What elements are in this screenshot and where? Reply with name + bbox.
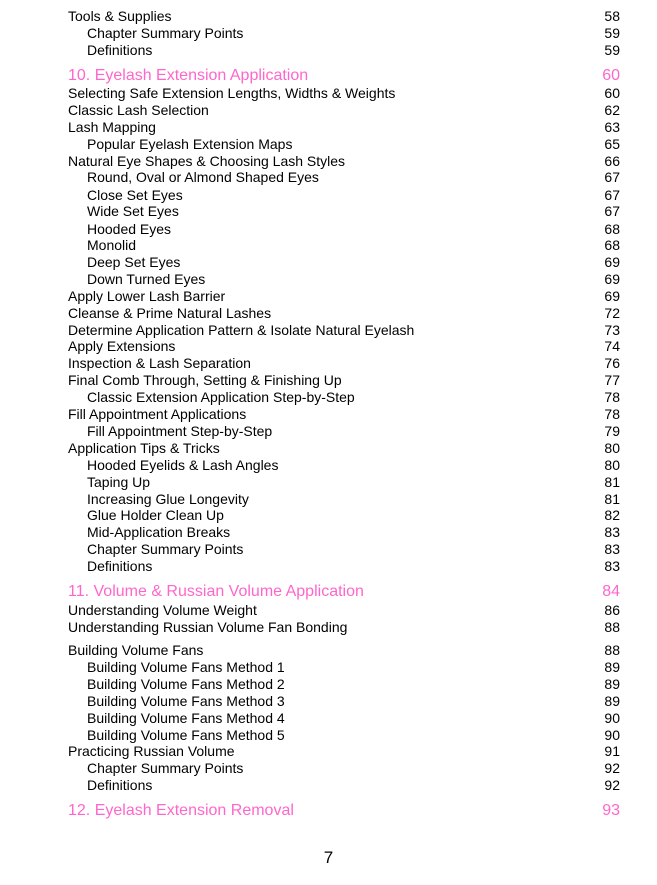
toc-entry-page: 80 <box>604 457 620 473</box>
toc-entry-page: 74 <box>604 338 620 354</box>
toc-entry-title: Apply Lower Lash Barrier <box>68 288 226 304</box>
toc-entry-page: 88 <box>604 619 620 635</box>
toc-entry-title: Hooded Eyes <box>87 221 172 237</box>
toc-entry-page: 59 <box>604 42 620 58</box>
toc-entry <box>68 254 620 271</box>
toc-entry <box>68 406 620 423</box>
toc-entry-page: 67 <box>604 169 620 185</box>
toc-entry <box>68 8 620 25</box>
toc-entry-title: Increasing Glue Longevity <box>87 491 249 507</box>
toc-entry <box>68 25 620 42</box>
toc-entry-title: Cleanse & Prime Natural Lashes <box>68 305 272 321</box>
toc-entry <box>68 743 620 760</box>
toc-entry-title: Practicing Russian Volume <box>68 743 235 759</box>
toc-entry <box>68 457 620 474</box>
toc-entry-title: Understanding Russian Volume Fan Bonding <box>68 619 348 635</box>
toc-entry-title: Lash Mapping <box>68 119 156 135</box>
toc-entry <box>68 203 620 220</box>
toc-entry-page: 81 <box>604 491 620 507</box>
toc-entry <box>68 42 620 59</box>
toc-entry-title: Determine Application Pattern & Isolate Natural Eyelash <box>68 322 415 338</box>
toc-entry <box>68 338 620 355</box>
toc-entry-title: Building Volume Fans Method 1 <box>87 659 285 675</box>
page-number: 7 <box>323 848 334 867</box>
toc-entry <box>68 305 620 322</box>
toc-entry <box>68 541 620 558</box>
toc-entry-title: Building Volume Fans Method 2 <box>87 676 285 692</box>
toc-entry <box>68 659 620 676</box>
toc-entry <box>68 507 620 524</box>
toc-entry-page: 82 <box>604 507 620 523</box>
toc-entry <box>68 440 620 457</box>
toc-entry <box>68 221 620 238</box>
toc-entry-title: Definitions <box>87 777 153 793</box>
toc-entry-title: Fill Appointment Step-by-Step <box>87 423 273 439</box>
toc-entry-page: 63 <box>604 119 620 135</box>
toc-entry-page: 83 <box>604 558 620 574</box>
toc-entry <box>68 372 620 389</box>
toc-entry <box>68 322 620 339</box>
toc-entry <box>68 102 620 119</box>
toc-entry-page: 58 <box>604 8 620 24</box>
toc-entry-page: 60 <box>602 67 620 84</box>
toc-entry-title: Hooded Eyelids & Lash Angles <box>87 457 279 473</box>
toc-entry-title: Definitions <box>87 558 153 574</box>
toc-entry-title: Classic Extension Application Step-by-Step <box>87 389 355 405</box>
toc-entry <box>68 474 620 491</box>
toc-entry <box>68 85 620 102</box>
toc-entry <box>68 389 620 406</box>
chapter-heading <box>68 66 620 86</box>
toc-entry-title: Natural Eye Shapes & Choosing Lash Styles <box>68 153 346 169</box>
toc-entry-page: 83 <box>604 541 620 557</box>
toc-entry-title: Deep Set Eyes <box>87 254 181 270</box>
toc-entry-title: Building Volume Fans <box>68 642 204 658</box>
toc-entry-title: Fill Appointment Applications <box>68 406 247 422</box>
toc-entry <box>68 524 620 541</box>
toc-entry <box>68 119 620 136</box>
toc-entry-page: 60 <box>604 85 620 101</box>
toc-entry <box>68 491 620 508</box>
toc-entry-page: 89 <box>604 659 620 675</box>
toc-entry-page: 89 <box>604 693 620 709</box>
toc-entry-page: 81 <box>604 474 620 490</box>
toc-entry-page: 78 <box>604 389 620 405</box>
toc-entry <box>68 136 620 153</box>
toc-entry-title: Wide Set Eyes <box>87 203 179 219</box>
toc-entry <box>68 619 620 636</box>
toc-entry-title: Selecting Safe Extension Lengths, Widths & Weights <box>68 85 396 101</box>
toc-entry-page: 90 <box>604 710 620 726</box>
toc-entry <box>68 602 620 619</box>
toc-entry-page: 73 <box>604 322 620 338</box>
toc-entry-page: 77 <box>604 372 620 388</box>
toc-entry-page: 68 <box>604 221 620 237</box>
toc-entry-title: 11. Volume & Russian Volume Application <box>68 583 364 600</box>
toc-entry-title: Round, Oval or Almond Shaped Eyes <box>87 169 319 185</box>
toc-entry-page: 83 <box>604 524 620 540</box>
toc-entry-page: 90 <box>604 727 620 743</box>
toc-entry-page: 84 <box>602 583 620 600</box>
toc-entry <box>68 288 620 305</box>
toc-entry <box>68 760 620 777</box>
toc-entry <box>68 237 620 254</box>
toc-entry-title: 10. Eyelash Extension Application <box>68 67 309 84</box>
toc-entry-title: Apply Extensions <box>68 338 176 354</box>
toc-entry-page: 91 <box>604 743 620 759</box>
toc-entry-page: 88 <box>604 642 620 658</box>
chapter-heading <box>68 582 620 602</box>
toc-entry <box>68 727 620 744</box>
toc-entry-page: 67 <box>604 203 620 219</box>
toc-entry-title: Glue Holder Clean Up <box>87 507 224 523</box>
toc-entry-title: Close Set Eyes <box>87 187 183 203</box>
toc-entry-page: 66 <box>604 153 620 169</box>
toc-entry <box>68 153 620 170</box>
toc-entry-page: 80 <box>604 440 620 456</box>
toc-entry-title: Chapter Summary Points <box>87 25 244 41</box>
toc-entry-page: 79 <box>604 423 620 439</box>
toc-entry-page: 89 <box>604 676 620 692</box>
toc-entry-page: 65 <box>604 136 620 152</box>
toc-entry <box>68 355 620 372</box>
toc-entry-page: 76 <box>604 355 620 371</box>
toc-entry-title: Taping Up <box>87 474 151 490</box>
toc-entry-title: Final Comb Through, Setting & Finishing Up <box>68 372 342 388</box>
toc-entry-title: Building Volume Fans Method 5 <box>87 727 285 743</box>
toc-entry <box>68 558 620 575</box>
toc-entry-page: 67 <box>604 187 620 203</box>
toc-entry-title: Definitions <box>87 42 153 58</box>
toc-entry-page: 92 <box>604 760 620 776</box>
toc-entry-title: Building Volume Fans Method 4 <box>87 710 285 726</box>
toc-entry-title: Understanding Volume Weight <box>68 602 257 618</box>
toc-entry-title: Tools & Supplies <box>68 8 172 24</box>
toc-entry-title: Chapter Summary Points <box>87 541 244 557</box>
chapter-heading <box>68 801 620 821</box>
toc-entry-page: 93 <box>602 802 620 819</box>
toc-entry-title: Popular Eyelash Extension Maps <box>87 136 293 152</box>
toc-entry-page: 62 <box>604 102 620 118</box>
toc-entry-page: 69 <box>604 254 620 270</box>
toc-entry-title: Inspection & Lash Separation <box>68 355 251 371</box>
toc-entry <box>68 777 620 794</box>
toc-entry-page: 69 <box>604 288 620 304</box>
toc-entry-title: Monolid <box>87 237 137 253</box>
toc-entry-page: 78 <box>604 406 620 422</box>
toc-entry-title: 12. Eyelash Extension Removal <box>68 802 294 819</box>
toc-entry <box>68 642 620 659</box>
toc-entry-title: Down Turned Eyes <box>87 271 206 287</box>
toc-entry-title: Building Volume Fans Method 3 <box>87 693 285 709</box>
toc-entry <box>68 271 620 288</box>
toc-entry-title: Classic Lash Selection <box>68 102 209 118</box>
toc-entry <box>68 676 620 693</box>
toc-entry-page: 86 <box>604 602 620 618</box>
toc-entry <box>68 693 620 710</box>
toc-entry-page: 59 <box>604 25 620 41</box>
toc-entry-title: Application Tips & Tricks <box>68 440 220 456</box>
toc-entry <box>68 710 620 727</box>
toc-entry <box>68 187 620 204</box>
toc-entry-page: 68 <box>604 237 620 253</box>
toc-entry-title: Mid-Application Breaks <box>87 524 231 540</box>
toc-entry-title: Chapter Summary Points <box>87 760 244 776</box>
toc-entry <box>68 169 620 186</box>
toc-entry-page: 69 <box>604 271 620 287</box>
toc-entry <box>68 423 620 440</box>
toc-entry-page: 92 <box>604 777 620 793</box>
toc-entry-page: 72 <box>604 305 620 321</box>
